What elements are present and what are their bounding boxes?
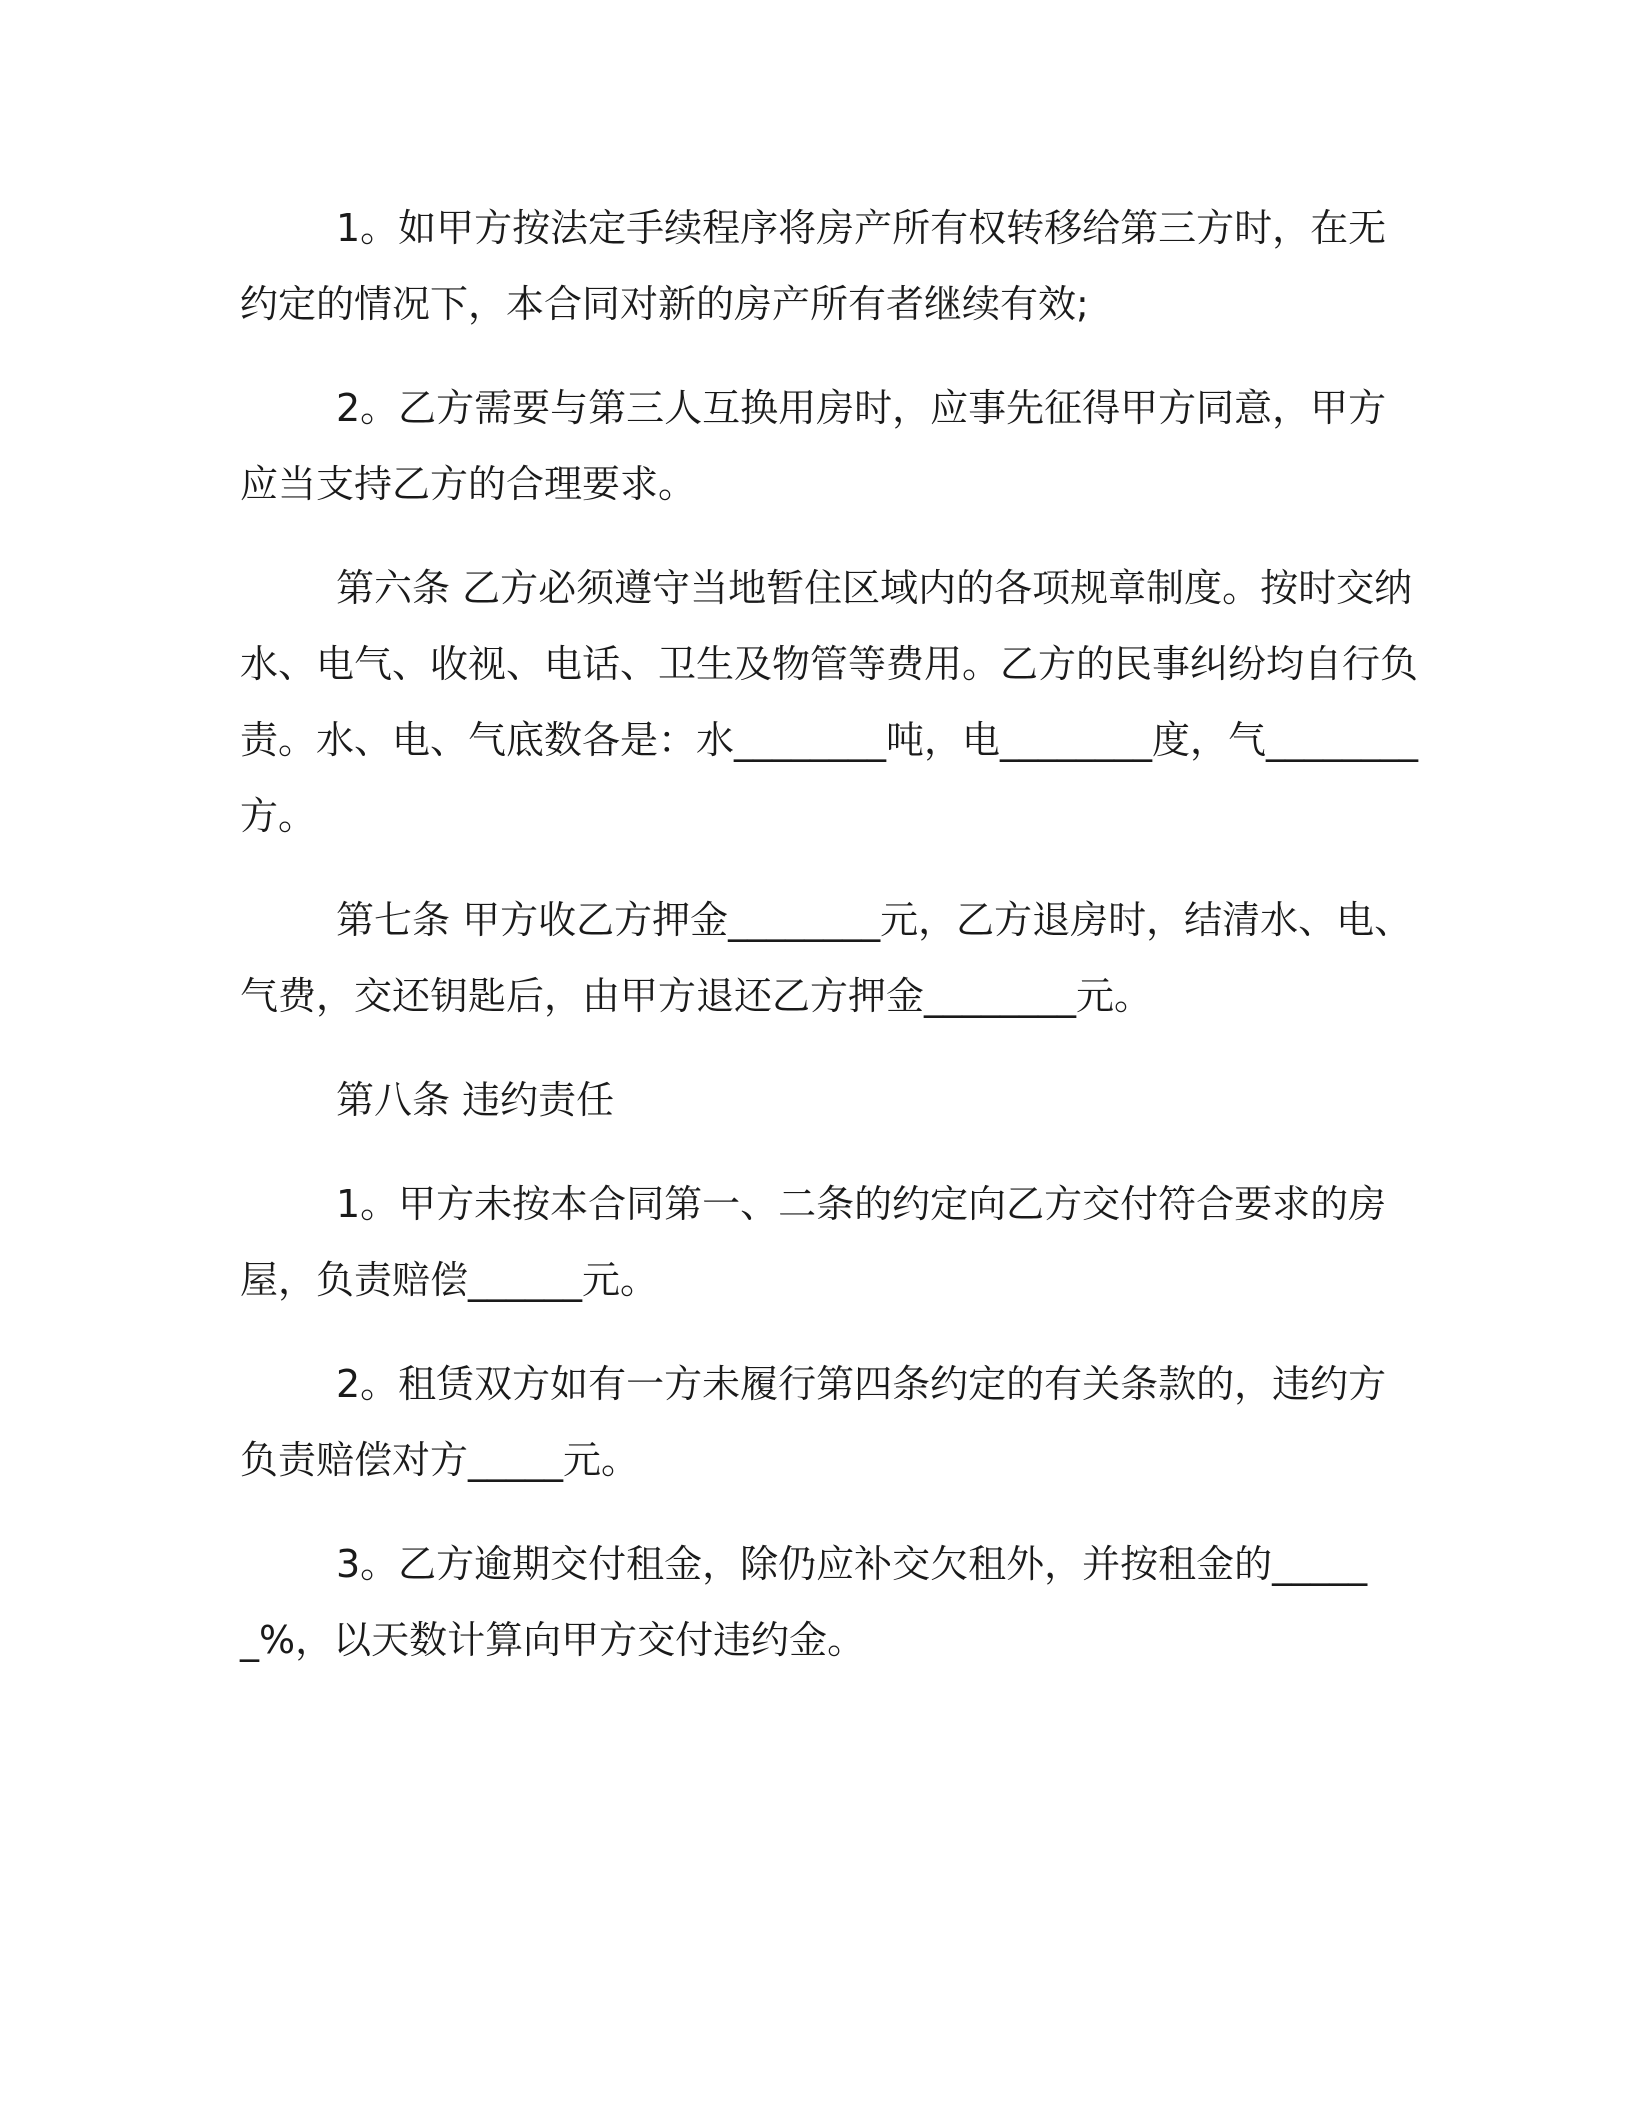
breach-clause-1: 1。甲方未按本合同第一、二条的约定向乙方交付符合要求的房屋，负责赔偿______元。	[240, 1182, 1387, 1302]
clause-transfer-ownership: 1。如甲方按法定手续程序将房产所有权转移给第三方时，在无约定的情况下，本合同对新的房产所有者继续有效;	[240, 206, 1387, 326]
article-seven: 第七条 甲方收乙方押金________元，乙方退房时，结清水、电、气费，交还钥匙后，由甲方退还乙方押金________元。	[240, 898, 1413, 1018]
breach-clause-3: 3。乙方逾期交付租金，除仍应补交欠租外，并按租金的______%，以天数计算向甲方交付违约金。	[240, 1542, 1368, 1662]
document-body	[240, 190, 1420, 1706]
clause-exchange-housing: 2。乙方需要与第三人互换用房时，应事先征得甲方同意，甲方应当支持乙方的合理要求。	[240, 386, 1387, 506]
breach-clause-2: 2。租赁双方如有一方未履行第四条约定的有关条款的，违约方负责赔偿对方_____元。	[240, 1362, 1387, 1482]
article-six: 第六条 乙方必须遵守当地暂住区域内的各项规章制度。按时交纳水、电气、收视、电话、卫生及物管等费用。乙方的民事纠纷均自行负责。水、电、气底数各是：水________吨，电________度，气________方。	[240, 566, 1419, 838]
article-eight-heading: 第八条 违约责任	[336, 1078, 615, 1122]
